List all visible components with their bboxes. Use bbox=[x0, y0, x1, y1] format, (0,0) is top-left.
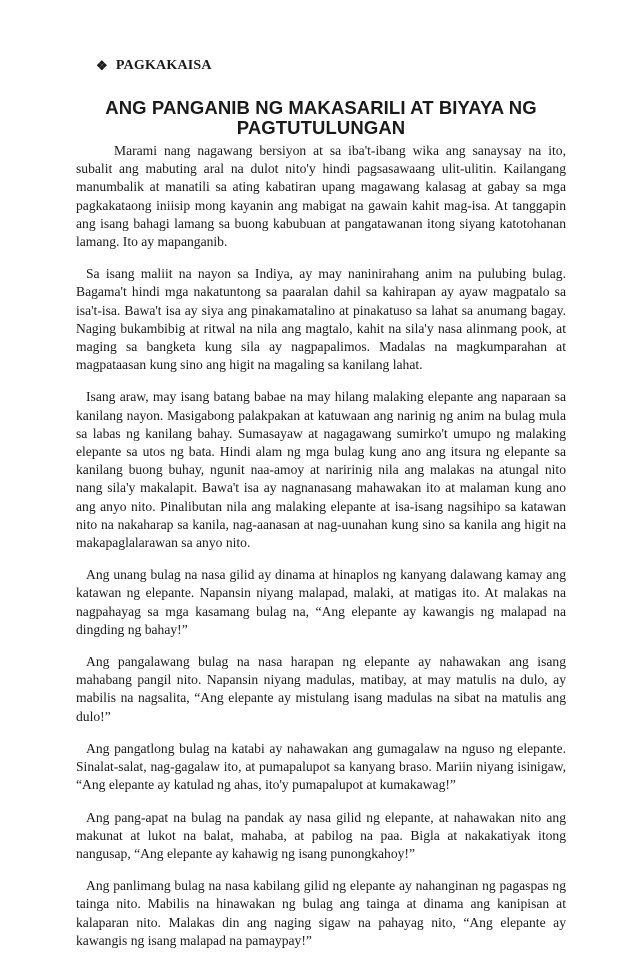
section-label: PAGKAKAISA bbox=[115, 58, 212, 73]
paragraph-2: Sa isang maliit na nayon sa Indiya, ay may naninirahang anim na pulubing bulag. Bagama't hindi mga nakatuntong sa paaralan dahil sa kahirapan ay ayaw magpatalo sa isa't-isa. Bawa't isa ay siya ang pinakamatalino at pinakatuso sa lahat sa anumang bagay. Naging bukambibig at ritwal na nila ang magtalo, kahit na sila'y nasa alinmang pook, at maging sa bangketa kung sila ay nagpapalimos. Madalas na magkumparahan at magpataasan kung sino ang higit na magaling sa kanilang lahat. bbox=[76, 266, 566, 373]
paragraph-4: Ang unang bulag na nasa gilid ay dinama at hinaplos ng kanyang dalawang kamay ang katawan ng elepante. Napansin niyang malapad, malaki, at matigas ito. At malakas na nagpahayag sa mga kasamang bulag na, “Ang elepante ay kawangis ng malapad na dingding ng bahay!” bbox=[76, 567, 566, 637]
paragraph-1: Marami nang nagawang bersiyon at sa iba't-ibang wika ang sanaysay na ito, subalit ang mabuting aral na dulot nito'y hindi pagsasawaang ulit-ulitin. Kailangang manumbalik at manatili sa ating kabatiran upang magawang kalasag at gabay sa mga pagkakataong iniisip mong kayanin ang mabigat na gawain kahit mag-isa. At tanggapin ang isang bahagi lamang sa buong kabubuan at pangatawanan itong siyang katotohanan lamang. Ito ay mapanganib. bbox=[76, 143, 566, 250]
paragraph-7: Ang pang-apat na bulag na pandak ay nasa gilid ng elepante, at nahawakan nito ang makunat at lukot na balat, mahaba, at pabilog na paa. Bigla at nakakatiyak itong nangusap, “Ang elepante ay kahawig ng isang punongkahoy!” bbox=[76, 809, 566, 861]
section-heading bbox=[96, 58, 566, 74]
paragraph-3: Isang araw, may isang batang babae na may hilang malaking elepante ang naparaan sa kanilang nayon. Masigabong palakpakan at katuwaan ang narinig ng anim na bulag mula sa labas ng kanilang bahay. Sumasayaw at nagagawang sumirko't umupo ng malaking elepante sa utos ng bata. Hindi alam ng mga bulag kung ano ang itsura ng elepante sa kanilang buong buhay, ngunit naa-amoy at naririnig nila ang malakas na atungal nito nang sila'y makalapit. Bawa't isa ay nagnanasang mahawakan ito at malaman kung ano ang anyo nito. Pinalibutan nila ang malaking elepante at isa-isang nagsihipo sa katawan nito na nakaharap sa kanila, nag-aanasan at nag-uunahan kung sino sa kanila ang higit na makapaglalarawan sa anyo nito. bbox=[76, 389, 566, 551]
paragraph-5: Ang pangalawang bulag na nasa harapan ng elepante ay nahawakan ang isang mahabang pangil nito. Napansin niyang madulas, matibay, at may matulis na dulo, ay mabilis na nagsalita, “Ang elepante ay mistulang isang madulas na sibat na matulis ang dulo!” bbox=[76, 654, 566, 724]
diamond-bullet-icon: ❖ bbox=[96, 58, 108, 73]
paragraph-6: Ang pangatlong bulag na katabi ay nahawakan ang gumagalaw na nguso ng elepante. Sinalat-salat, nag-gagalaw ito, at pumapalupot sa kanyang braso. Mariin niyang isinigaw, “Ang elepante ay katulad ng ahas, ito'y pumapalupot at kumakawag!” bbox=[76, 740, 566, 793]
paragraph-8: Ang panlimang bulag na nasa kabilang gilid ng elepante ay nahanginan ng pagaspas ng tainga nito. Mabilis na hinawakan ng bulag ang tainga at dinama ang kanipisan at kalaparan nito. Malakas din ang naging sigaw na pahayag nito, “Ang elepante ay kawangis ng isang malapad na pamaypay!” bbox=[76, 878, 566, 948]
essay-title: ANG PANGANIB NG MAKASARILI AT BIYAYA NG PAGTUTULUNGAN bbox=[105, 97, 537, 138]
